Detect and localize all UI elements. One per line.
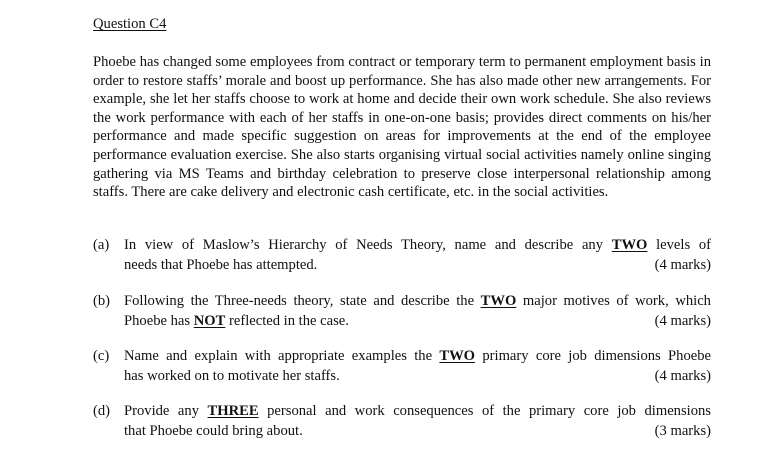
question-part-b bbox=[93, 292, 711, 331]
part-line-1 bbox=[124, 236, 711, 256]
text-segment: levels of bbox=[647, 237, 711, 253]
question-part-c bbox=[93, 347, 711, 386]
emphasis-text: TWO bbox=[611, 237, 648, 253]
text-segment: Phoebe has bbox=[124, 312, 194, 329]
part-line-2 bbox=[124, 256, 711, 276]
part-label: (d) bbox=[93, 403, 111, 419]
question-part-d bbox=[93, 402, 711, 441]
text-segment: Provide any bbox=[124, 403, 208, 419]
marks-label: (4 marks) bbox=[654, 312, 711, 329]
text-segment: Name and explain with appropriate examples the bbox=[124, 348, 440, 364]
text-segment: reflected in the case. bbox=[225, 312, 349, 329]
part-line-2 bbox=[124, 312, 711, 332]
text-segment: personal and work consequences of the primary core job dimensions bbox=[258, 403, 711, 419]
question-title: Question C4 bbox=[93, 16, 167, 32]
text-segment: major motives of work, which bbox=[516, 293, 711, 309]
emphasis-text: TWO bbox=[439, 348, 476, 364]
marks-label: (4 marks) bbox=[654, 367, 711, 384]
part-line-2 bbox=[124, 422, 711, 442]
part-label: (c) bbox=[93, 348, 110, 364]
line2-text bbox=[124, 312, 349, 332]
marks-label: (3 marks) bbox=[654, 422, 711, 439]
part-line-2 bbox=[124, 367, 711, 387]
text-segment: primary core job dimensions Phoebe bbox=[475, 348, 711, 364]
marks-label: (4 marks) bbox=[654, 256, 711, 273]
emphasis-text: TWO bbox=[480, 293, 517, 309]
question-part-a bbox=[93, 236, 711, 275]
text-segment: needs that Phoebe has attempted. bbox=[124, 256, 318, 273]
text-segment: In view of Maslow’s Hierarchy of Needs Theory, name and describe any bbox=[124, 237, 612, 253]
part-label: (a) bbox=[93, 237, 110, 253]
part-line-1 bbox=[124, 347, 711, 367]
emphasis-text: NOT bbox=[193, 312, 226, 329]
text-segment: that Phoebe could bring about. bbox=[124, 422, 303, 439]
emphasis-text: THREE bbox=[207, 403, 259, 419]
part-label: (b) bbox=[93, 293, 111, 309]
text-segment: Following the Three-needs theory, state and describe the bbox=[124, 293, 481, 309]
part-line-1 bbox=[124, 292, 711, 312]
text-segment: has worked on to motivate her staffs. bbox=[124, 367, 340, 384]
part-line-1 bbox=[124, 402, 711, 422]
case-paragraph: Phoebe has changed some employees from contract or temporary term to permanent employment basis in order to restore staffs’ morale and boost up performance. She has also made other new arrangements. For example, she let her staffs choose to work at home and decide their own work schedule. She also reviews the work performance with each of her staffs in one-on-one basis; provides direct comments on his/her performance and made specific suggestion on areas for improvements at the end of the employee performance evaluation exercise. She also starts organising virtual social activities namely online singing gathering via MS Teams and birthday celebration to preserve close interpersonal relationship among staffs. There are cake delivery and electronic cash certificate, etc. in the social activities. bbox=[93, 54, 711, 201]
